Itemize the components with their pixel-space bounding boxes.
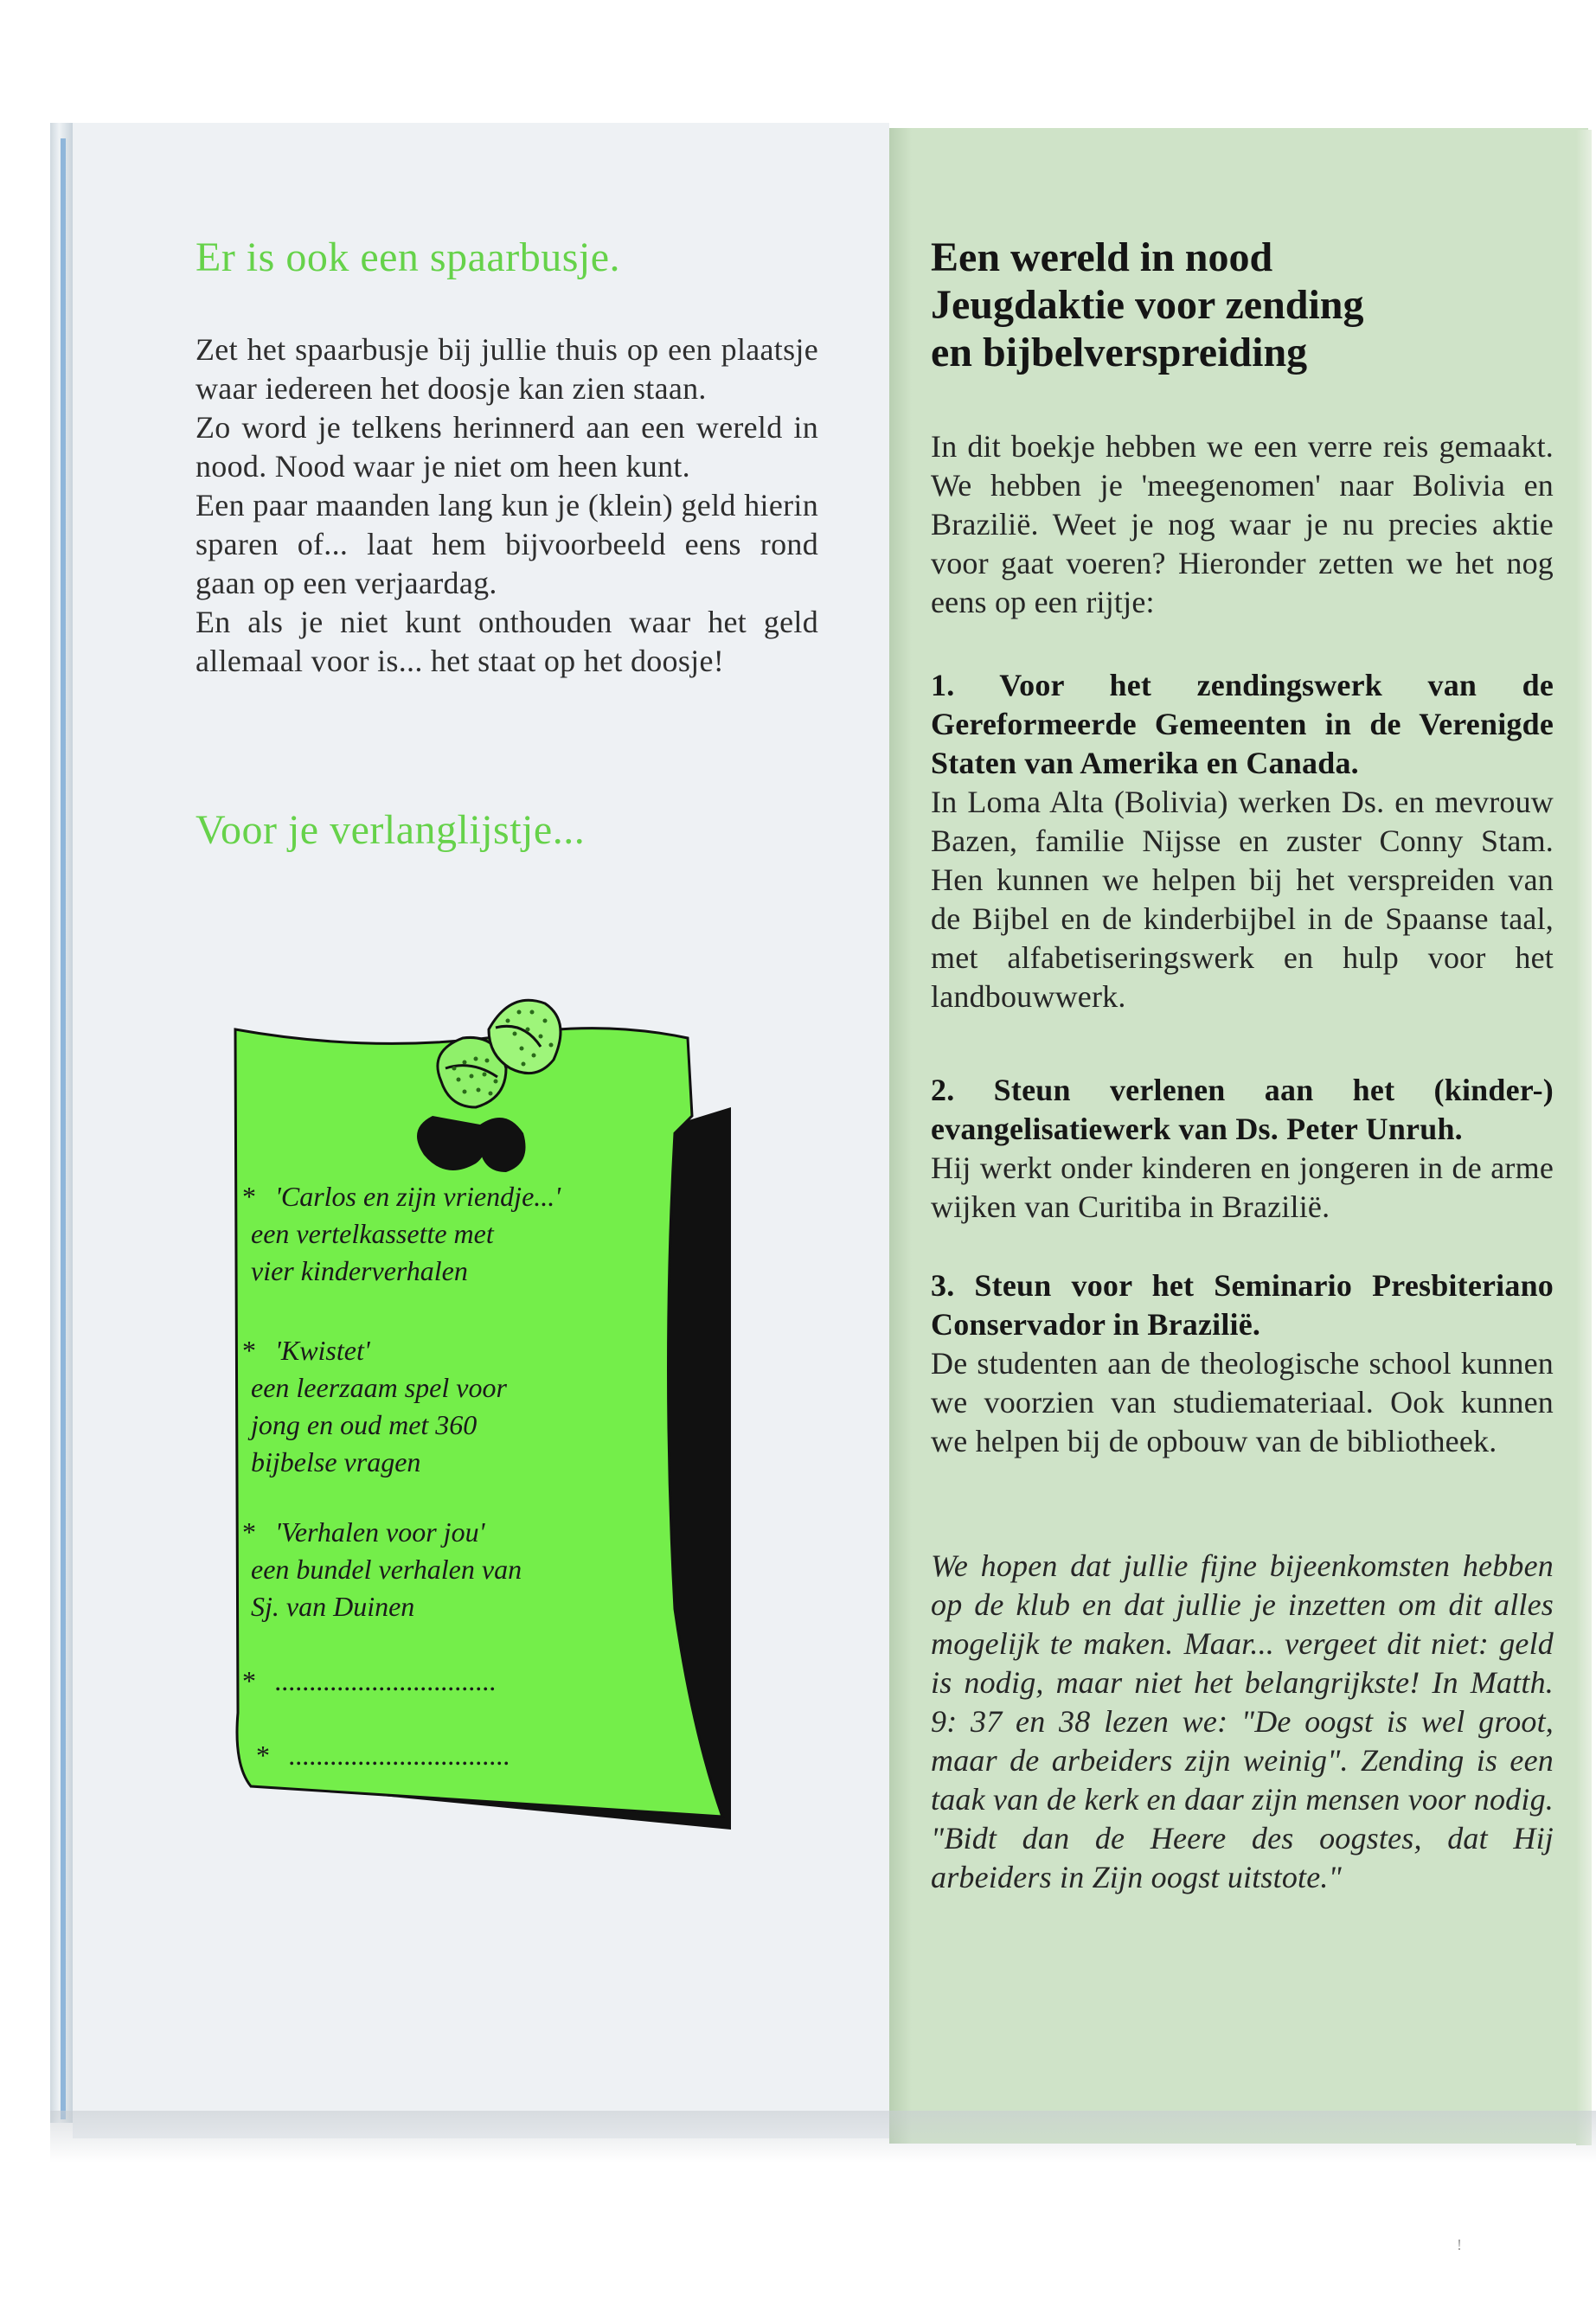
page-fold-shadow (889, 128, 912, 2144)
paragraph: En als je niet kunt onthouden waar het geld allemaal voor is... het staat op het doosje! (195, 605, 818, 678)
page-title: Een wereld in nood Jeugdaktie voor zending en bijbelverspreiding (931, 234, 1364, 375)
paragraph: Zet het spaarbusje bij jullie thuis op een plaatsje waar iedereen het doosje kan zien staan. (195, 332, 818, 406)
point-2 (931, 1071, 1554, 1227)
paragraph: Zo word je telkens herinnerd aan een wereld in nood. Nood waar je niet om heen kunt. (195, 410, 818, 484)
closing-text: We hopen dat jullie fijne bijeenkomsten hebben op de klub en dat jullie je inzetten om dit alles mogelijk te maken. Maar... vergeet dit niet: geld is nodig, maar niet het belangrijkste! In Matth. 9: 37 en 38 lezen we: "De oogst is wel groot, maar de arbeiders zijn weinig". Zending is een taak van de kerk en daar zijn mensen voor nodig. "Bidt dan de Heere des oogstes, dat Hij arbeiders in Zijn oogst uitstote." (931, 1548, 1554, 1894)
point-text: Hij werkt onder kinderen en jongeren in de arme wijken van Curitiba in Brazilië. (931, 1150, 1554, 1224)
wishlist-item: * 'Kwistet' een leerzaam spel voor jong en oud met 360 bijbelse vragen (242, 1335, 507, 1477)
wishlist-blank-line: * ................................ (256, 1740, 510, 1771)
point-title: 2. Steun verlenen aan het (kinder-) evangelisatiewerk van Ds. Peter Unruh. (931, 1073, 1554, 1146)
wishlist-item: * 'Carlos en zijn vriendje...' een vertelkassette met vier kinderverhalen (242, 1181, 561, 1286)
wishlist-item: * 'Verhalen voor jou' een bundel verhalen van Sj. van Duinen (242, 1516, 522, 1622)
paragraph: Een paar maanden lang kun je (klein) geld hierin sparen of... laat hem bijvoorbeeld eens rond gaan op een verjaardag. (195, 488, 818, 600)
page-edge-accent (61, 138, 66, 2119)
savings-box-heading: Er is ook een spaarbusje. (195, 234, 621, 280)
point-title: 3. Steun voor het Seminario Presbiteriano Conservador in Brazilië. (931, 1268, 1554, 1342)
scan-mark: ǃ (1457, 2236, 1462, 2253)
point-text: In Loma Alta (Bolivia) werken Ds. en mevrouw Bazen, familie Nijsse en zuster Conny Stam. Hen kunnen we helpen bij het verspreiden van de Bijbel en de kinderbijbel in de Spaanse taal, met alfabetiseringswerk en hulp voor het landbouwwerk. (931, 785, 1554, 1014)
intro-text: In dit boekje hebben we een verre reis gemaakt. We hebben je 'meegenomen' naar Bolivia en Brazilië. Weet je nog waar je nu precies aktie voor gaat voeren? Hieronder zetten we het nog eens op een rijtje: (931, 429, 1554, 619)
point-text: De studenten aan de theologische school kunnen we voorzien van studiemateriaal. Ook kunnen we helpen bij de opbouw van de bibliotheek. (931, 1346, 1554, 1458)
page-bottom-shadow (50, 2111, 1596, 2163)
point-3 (931, 1266, 1554, 1461)
right-page-edge (1576, 130, 1592, 2145)
wishlist-blank-line: * ................................ (242, 1665, 497, 1696)
point-title: 1. Voor het zendingswerk van de Gereformeerde Gemeenten in de Verenigde Staten van Amerika en Canada. (931, 668, 1554, 780)
point-1 (931, 666, 1554, 1016)
wishlist-heading: Voor je verlanglijstje... (195, 807, 586, 853)
savings-box-text (195, 330, 818, 681)
